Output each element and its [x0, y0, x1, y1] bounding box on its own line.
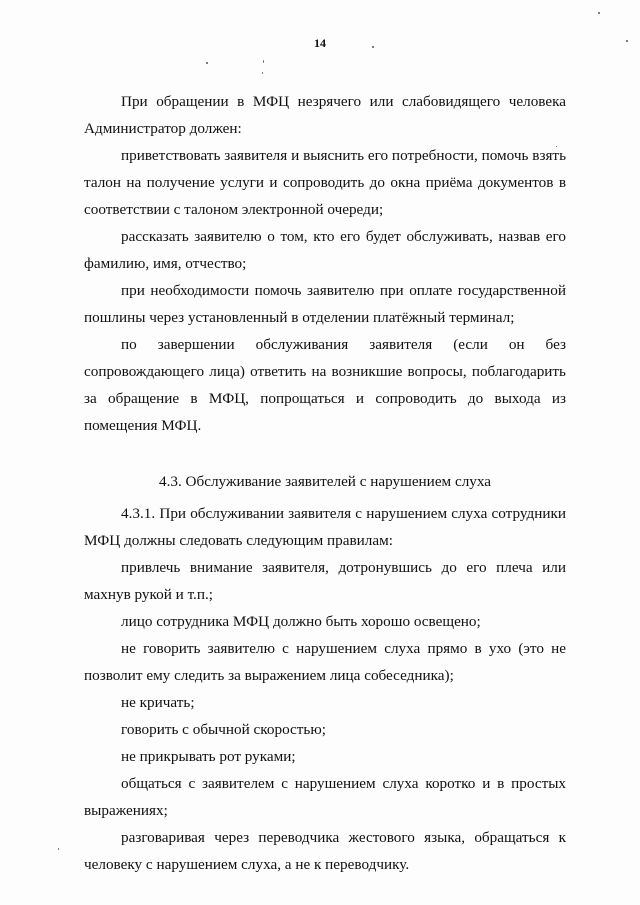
section-heading: 4.3. Обслуживание заявителей с нарушением слуха: [158, 473, 492, 490]
page-number: 14: [314, 36, 326, 50]
paragraph: лицо сотрудника МФЦ должно быть хорошо освещено;: [121, 613, 481, 630]
paragraph: общаться с заявителем с нарушением слуха коротко и в простых выражениях;: [84, 775, 566, 819]
paragraph: При обращении в МФЦ незрячего или слабовидящего человека Администратор должен:: [84, 93, 566, 137]
paragraph: не прикрывать рот руками;: [121, 748, 296, 765]
paragraph: привлечь внимание заявителя, дотронувшись до его плеча или махнув рукой и т.п.;: [84, 559, 566, 603]
paragraph: разговаривая через переводчика жестового языка, обращаться к человеку с нарушением слуха, а не к переводчику.: [84, 829, 566, 873]
paragraph: приветствовать заявителя и выяснить его потребности, помочь взять талон на получение услуги и сопроводить до окна приёма документов в соответствии с талоном электронной очереди;: [84, 147, 566, 218]
paragraph: не кричать;: [121, 694, 195, 711]
paragraph: говорить с обычной скоростью;: [121, 721, 326, 738]
paragraph: при необходимости помочь заявителю при оплате государственной пошлины через установленный в отделении платёжный терминал;: [84, 282, 566, 326]
paragraph: рассказать заявителю о том, кто его будет обслуживать, назвав его фамилию, имя, отчество;: [84, 228, 566, 272]
paragraph: не говорить заявителю с нарушением слуха прямо в ухо (это не позволит ему следить за выражением лица собеседника);: [84, 640, 566, 684]
paragraph: по завершении обслуживания заявителя (если он без сопровождающего лица) ответить на возникшие вопросы, поблагодарить за обращение в МФЦ, попрощаться и сопроводить до выхода из помещения МФЦ.: [84, 336, 566, 434]
document-body: [84, 88, 566, 878]
paragraph: 4.3.1. При обслуживании заявителя с нарушением слуха сотрудники МФЦ должны следовать следующим правилам:: [84, 505, 566, 549]
